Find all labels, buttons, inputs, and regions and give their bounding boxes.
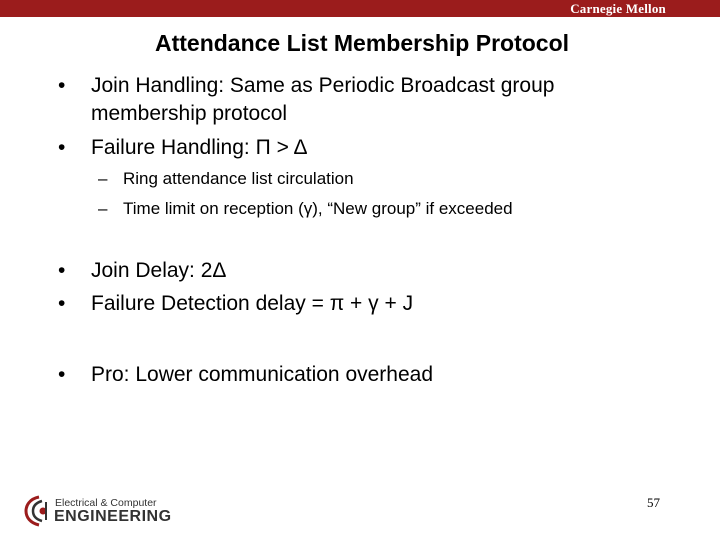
carnegie-mellon-wordmark: Carnegie Mellon bbox=[570, 1, 666, 16]
ece-logo-mark-icon bbox=[22, 494, 54, 528]
sub-bullet-marker: – bbox=[98, 199, 108, 218]
sub-bullet-text: Ring attendance list circulation bbox=[123, 169, 354, 188]
logo-text-line1: Electrical & Computer bbox=[55, 497, 157, 509]
bullet-marker: • bbox=[58, 74, 66, 97]
sub-bullet-text: Time limit on reception (γ), “New group” if exceeded bbox=[123, 199, 513, 218]
bullet-text: membership protocol bbox=[91, 102, 288, 125]
bullet-text: Join Delay: 2Δ bbox=[91, 259, 227, 282]
bullet-marker: • bbox=[58, 259, 66, 282]
page-number: 57 bbox=[647, 495, 660, 510]
bullet-text: Pro: Lower communication overhead bbox=[91, 363, 434, 386]
ece-logo bbox=[22, 494, 172, 528]
slide-title: Attendance List Membership Protocol bbox=[154, 30, 570, 56]
bullet-marker: • bbox=[58, 363, 66, 386]
bullet-marker: • bbox=[58, 136, 66, 159]
sub-bullet-marker: – bbox=[98, 169, 108, 188]
header-bar bbox=[0, 0, 720, 17]
logo-text-line2: ENGINEERING bbox=[54, 508, 172, 525]
bullet-text: Join Handling: Same as Periodic Broadcast group bbox=[91, 74, 555, 97]
bullet-text: Failure Detection delay = π + γ + J bbox=[91, 292, 414, 315]
bullet-marker: • bbox=[58, 292, 66, 315]
bullet-text: Failure Handling: Π > Δ bbox=[91, 136, 308, 159]
